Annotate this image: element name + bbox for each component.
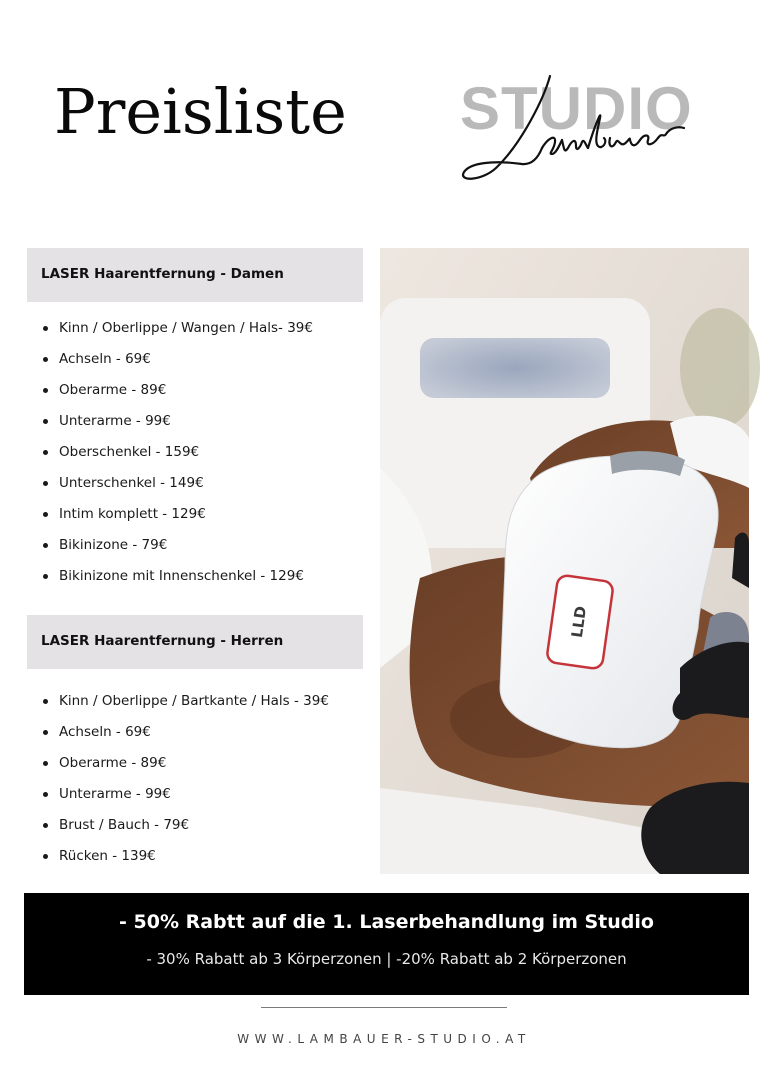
page-title: Preisliste	[54, 75, 347, 148]
photo-illustration	[380, 248, 749, 874]
list-item: Achseln - 69€	[41, 349, 313, 380]
list-item: Bikinizone - 79€	[41, 535, 313, 566]
studio-logo	[452, 55, 702, 188]
list-item: Brust / Bauch - 79€	[41, 815, 329, 846]
promo-headline: - 50% Rabtt auf die 1. Laserbehandlung im Studio	[119, 911, 654, 933]
list-item: Kinn / Oberlippe / Bartkante / Hals - 39€	[41, 691, 329, 722]
footer-divider	[261, 1007, 507, 1008]
logo-word: STUDIO	[460, 75, 693, 142]
list-item: Achseln - 69€	[41, 722, 329, 753]
list-item: Rücken - 139€	[41, 846, 329, 877]
section-header-damen	[27, 248, 363, 302]
promo-subline: - 30% Rabatt ab 3 Körperzonen | -20% Rabatt ab 2 Körperzonen	[146, 950, 627, 968]
logo-script-signature	[452, 55, 702, 188]
list-item: Intim komplett - 129€	[41, 504, 313, 535]
section-title-herren: LASER Haarentfernung - Herren	[41, 633, 284, 649]
promo-banner	[24, 893, 749, 995]
list-item: Oberschenkel - 159€	[41, 442, 313, 473]
website-url[interactable]: WWW.LAMBAUER-STUDIO.AT	[237, 1032, 531, 1046]
list-item: Oberarme - 89€	[41, 380, 313, 411]
section-header-herren	[27, 615, 363, 669]
laser-treatment-photo	[380, 248, 749, 874]
price-list-herren	[41, 691, 329, 877]
price-list-damen	[41, 318, 313, 597]
device-label: LLD	[567, 604, 591, 639]
list-item: Unterarme - 99€	[41, 411, 313, 442]
logo-script-text: Lambauer	[452, 55, 525, 72]
section-title-damen: LASER Haarentfernung - Damen	[41, 266, 284, 282]
list-item: Bikinizone mit Innenschenkel - 129€	[41, 566, 313, 597]
list-item: Oberarme - 89€	[41, 753, 329, 784]
list-item: Kinn / Oberlippe / Wangen / Hals- 39€	[41, 318, 313, 349]
list-item: Unterarme - 99€	[41, 784, 329, 815]
list-item: Unterschenkel - 149€	[41, 473, 313, 504]
